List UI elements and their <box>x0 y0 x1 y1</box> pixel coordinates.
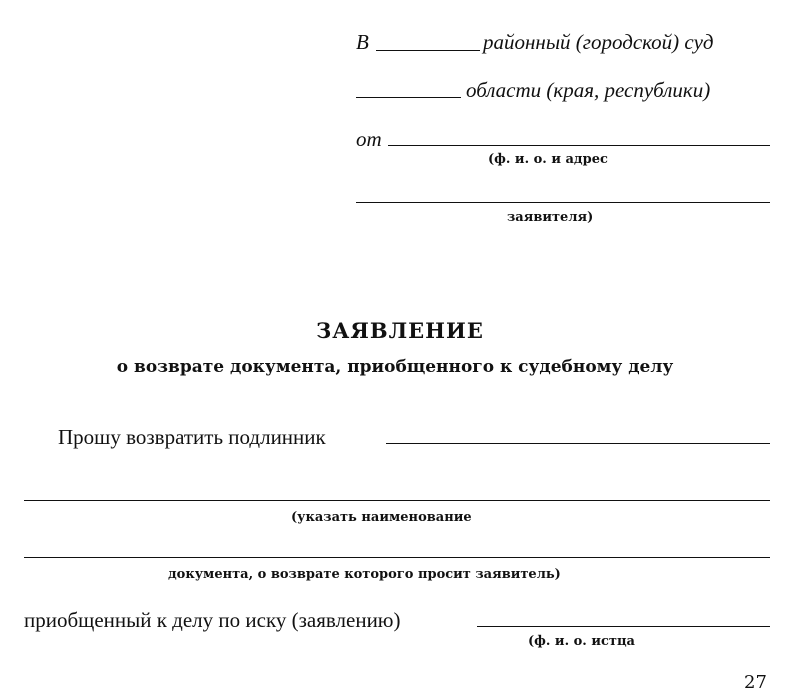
request-text: Прошу возвратить подлинник <box>58 425 326 449</box>
applicant-caption-2: заявителя) <box>507 210 594 225</box>
plaintiff-caption: (ф. и. о. истца <box>528 634 635 649</box>
court-prefix: В <box>356 30 369 54</box>
document-subtitle: о возврате документа, приобщенного к судебному делу <box>116 357 674 377</box>
doc-caption-1: (указать наименование <box>291 510 472 525</box>
original-document-field-1[interactable] <box>386 443 770 444</box>
region-name-field[interactable] <box>356 97 461 98</box>
applicant-caption-1: (ф. и. о. и адрес <box>488 152 608 167</box>
original-document-field-2[interactable] <box>24 500 770 501</box>
from-label: от <box>356 127 382 151</box>
region-suffix: области (края, республики) <box>466 78 711 102</box>
doc-caption-2: документа, о возврате которого просит заявитель) <box>168 567 561 582</box>
original-document-field-3[interactable] <box>24 557 770 558</box>
attached-text: приобщенный к делу по иску (заявлению) <box>24 608 401 632</box>
applicant-field-2[interactable] <box>356 202 770 203</box>
plaintiff-field[interactable] <box>477 626 770 627</box>
document-title: ЗАЯВЛЕНИЕ <box>316 318 484 343</box>
court-suffix: районный (городской) суд <box>483 30 714 54</box>
page-number: 27 <box>744 672 767 693</box>
applicant-field-1[interactable] <box>388 145 770 146</box>
court-name-field[interactable] <box>376 50 480 51</box>
